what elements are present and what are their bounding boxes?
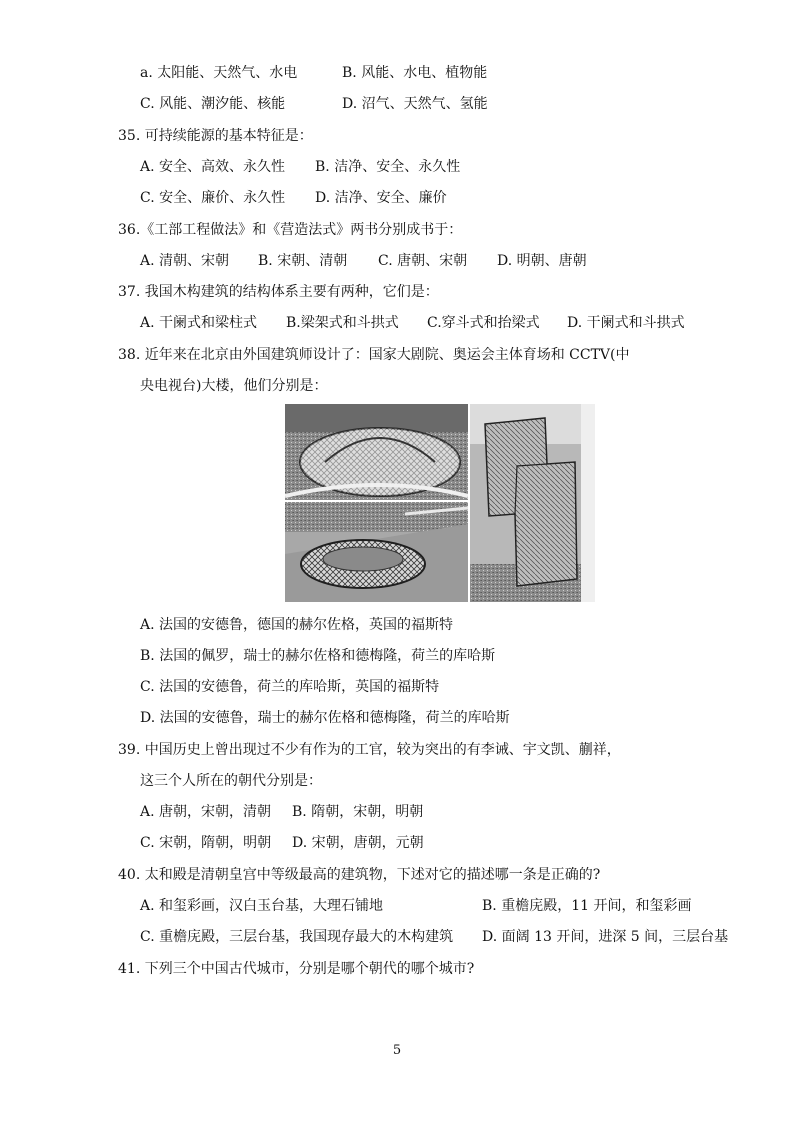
q34-option-c: C. 风能、潮汐能、核能 [140, 96, 286, 112]
q40-stem: 40. 太和殿是清朝皇宫中等级最高的建筑物，下述对它的描述哪一条是正确的? [118, 867, 601, 883]
q36-option-a: A. 清朝、宋朝 [140, 253, 230, 269]
q36-option-b: B. 宋朝、清朝 [258, 253, 348, 269]
q40-option-b: B. 重檐庑殿，11 开间，和玺彩画 [482, 898, 692, 914]
birds-nest-photo [285, 502, 468, 602]
q35-option-d: D. 洁净、安全、廉价 [315, 190, 447, 206]
grand-theatre-photo [285, 404, 468, 500]
q38-stem-line2: 央电视台)大楼，他们分别是： [140, 378, 328, 394]
q36-stem: 36.《工部工程做法》和《营造法式》两书分别成书于： [118, 222, 463, 238]
page-number: 5 [392, 1043, 402, 1058]
q38-option-a: A. 法国的安德鲁，德国的赫尔佐格，英国的福斯特 [140, 617, 454, 633]
q37-option-a: A. 干阑式和梁柱式 [140, 315, 258, 331]
q35-option-b: B. 洁净、安全、永久性 [315, 159, 461, 175]
q39-option-b: B. 隋朝，宋朝，明朝 [292, 804, 424, 820]
q40-option-d: D. 面阔 13 开间，进深 5 间，三层台基 [482, 929, 729, 945]
q37-option-c: C.穿斗式和抬梁式 [427, 315, 540, 331]
q38-option-d: D. 法国的安德鲁，瑞士的赫尔佐格和德梅隆，荷兰的库哈斯 [140, 710, 510, 726]
q39-stem-line1: 39. 中国历史上曾出现过不少有作为的工官，较为突出的有李诫、宇文凯、蒯祥， [118, 742, 621, 758]
q35-option-c: C. 安全、廉价、永久性 [140, 190, 286, 206]
q34-option-b: B. 风能、水电、植物能 [342, 65, 488, 81]
q37-option-d: D. 干阑式和斗拱式 [567, 315, 685, 331]
q39-option-a: A. 唐朝，宋朝，清朝 [140, 804, 272, 820]
q39-option-d: D. 宋朝，唐朝，元朝 [292, 835, 424, 851]
q36-option-c: C. 唐朝、宋朝 [378, 253, 468, 269]
q41-stem: 41. 下列三个中国古代城市，分别是哪个朝代的哪个城市? [118, 961, 475, 977]
q37-stem: 37. 我国木构建筑的结构体系主要有两种，它们是： [118, 284, 439, 300]
q40-option-c: C. 重檐庑殿，三层台基，我国现存最大的木构建筑 [140, 929, 454, 945]
q38-stem-line1: 38. 近年来在北京由外国建筑师设计了：国家大剧院、奥运会主体育场和 CCTV(中 [118, 347, 630, 363]
q36-option-d: D. 明朝、唐朝 [497, 253, 587, 269]
q34-option-d: D. 沼气、天然气、氢能 [342, 96, 488, 112]
cctv-tower-photo [470, 404, 595, 602]
building-photos [285, 404, 595, 602]
q37-option-b: B.梁架式和斗拱式 [286, 315, 399, 331]
q35-option-a: A. 安全、高效、永久性 [140, 159, 286, 175]
q34-option-a: a. 太阳能、天然气、水电 [140, 65, 298, 81]
q39-stem-line2: 这三个人所在的朝代分别是： [140, 773, 322, 789]
q38-option-c: C. 法国的安德鲁，荷兰的库哈斯，英国的福斯特 [140, 679, 440, 695]
q35-stem: 35. 可持续能源的基本特征是： [118, 128, 313, 144]
q38-option-b: B. 法国的佩罗，瑞士的赫尔佐格和德梅隆，荷兰的库哈斯 [140, 648, 496, 664]
q40-option-a: A. 和玺彩画，汉白玉台基，大理石铺地 [140, 898, 384, 914]
q39-option-c: C. 宋朝，隋朝，明朝 [140, 835, 272, 851]
